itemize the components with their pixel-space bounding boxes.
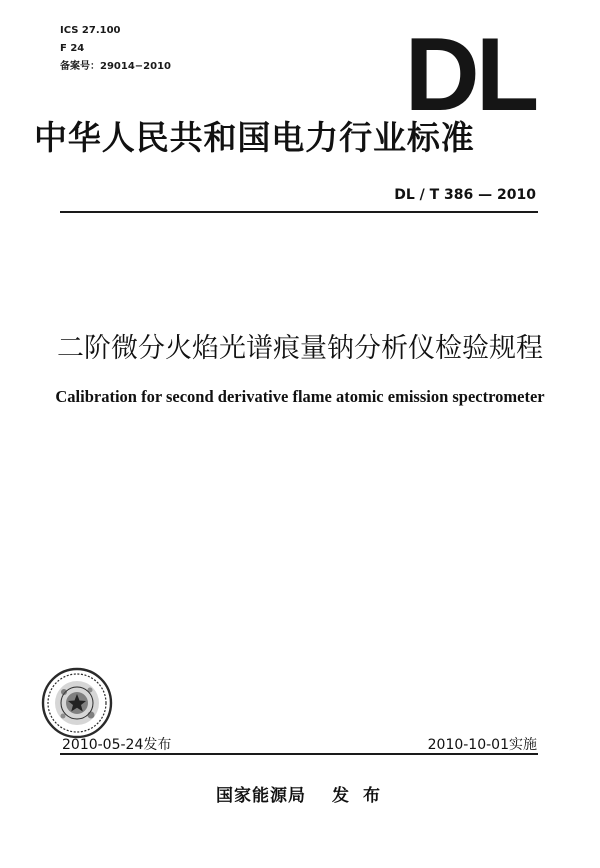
publisher-line [0, 784, 600, 808]
top-divider [60, 211, 538, 213]
ics-code: ICS 27.100 [60, 25, 121, 36]
organization-title: 中华人民共和国电力行业标准 [34, 118, 475, 157]
publisher-name: 国家能源局 [216, 786, 307, 806]
document-title-en: Calibration for second derivative flame atomic emission spectrometer [55, 387, 545, 406]
effective-date: 2010-10-01实施 [427, 737, 537, 753]
record-number: 备案号：29014−2010 [60, 61, 172, 72]
publisher-action: 发 布 [332, 786, 384, 806]
standard-number: DL / T 386 — 2010 [394, 187, 536, 203]
dl-logo-icon [395, 26, 545, 114]
document-title-cn: 二阶微分火焰光谱痕量钠分析仪检验规程 [57, 333, 543, 364]
release-date: 2010-05-24发布 [62, 737, 172, 753]
classification-code: F 24 [60, 43, 85, 54]
official-seal-icon [40, 666, 114, 740]
dl-logo-text: DL [404, 26, 536, 114]
